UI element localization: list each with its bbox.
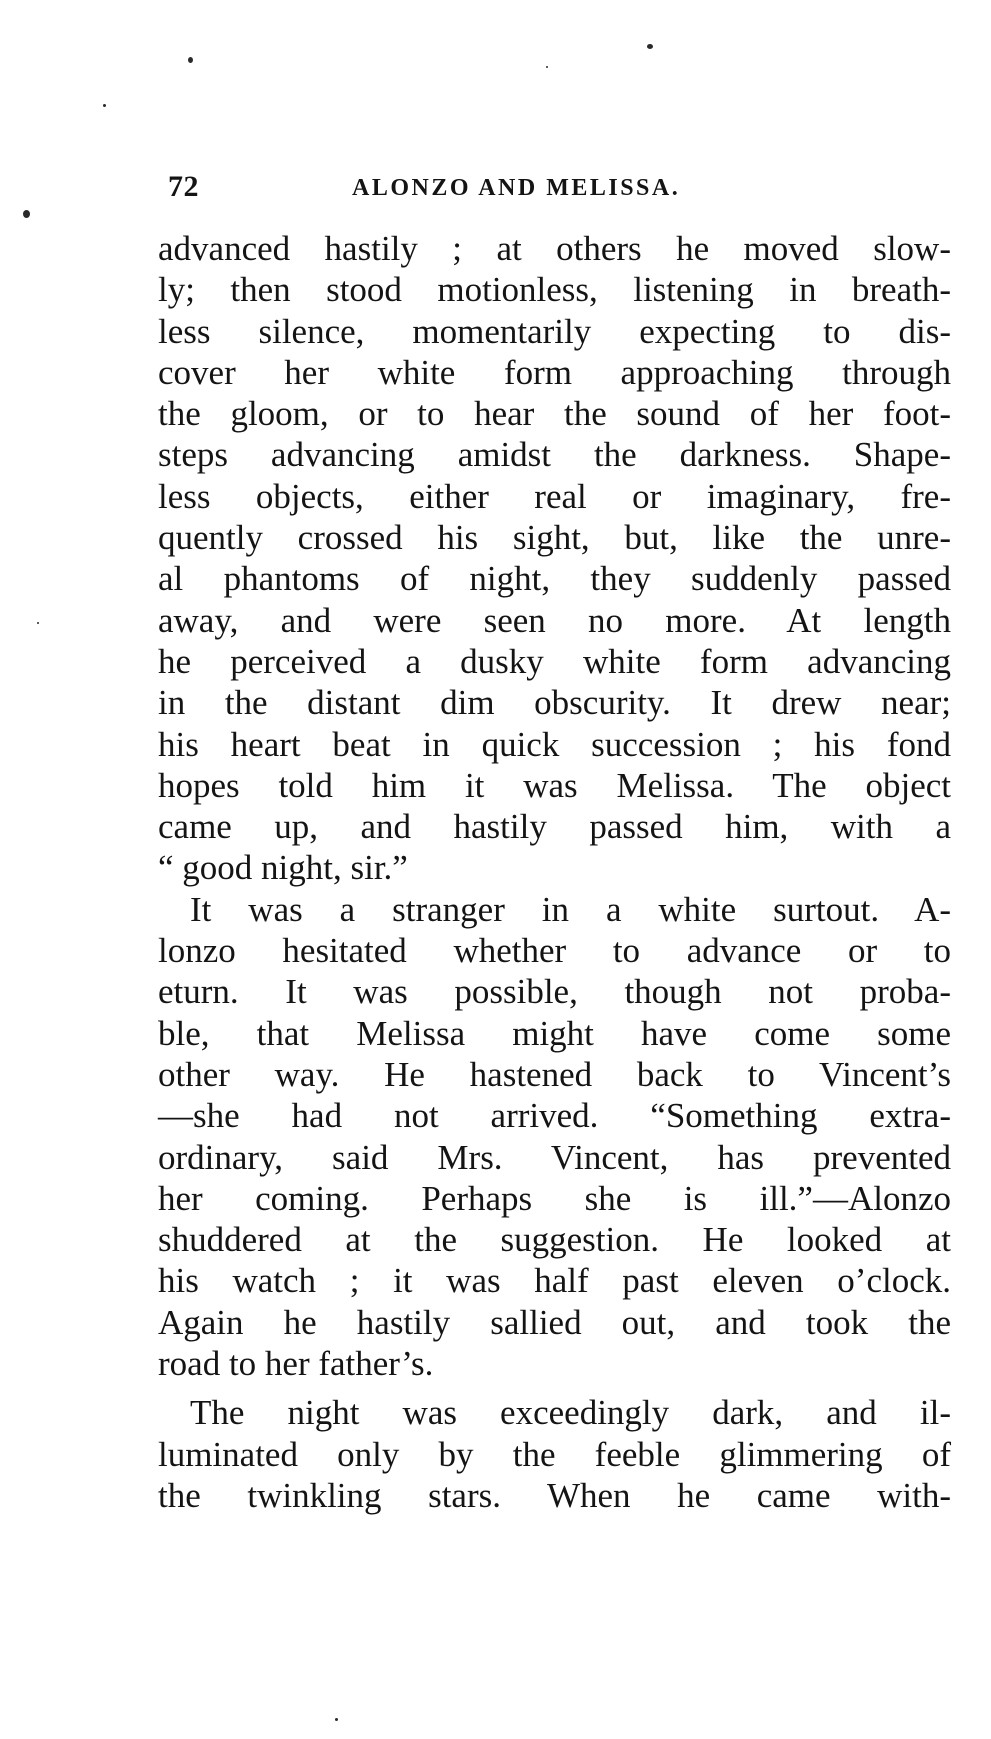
ink-speck [103, 104, 106, 107]
text-line: away, and were seen no more. At length [158, 600, 951, 640]
text-line: her coming. Perhaps she is ill.”—Alonzo [158, 1178, 951, 1218]
ink-speck [37, 622, 39, 624]
text-line: It was a stranger in a white surtout. A- [190, 889, 951, 929]
text-line: his watch ; it was half past eleven o’clock. [158, 1261, 951, 1301]
text-line: less silence, momentarily expecting to dis- [158, 311, 951, 351]
text-line: lonzo hesitated whether to advance or to [158, 931, 951, 971]
body-text [158, 228, 951, 1516]
ink-speck [546, 66, 548, 68]
page-header [168, 170, 940, 212]
text-line: quently crossed his sight, but, like the unre- [158, 518, 951, 558]
text-line: steps advancing amidst the darkness. Shape- [158, 435, 951, 475]
text-line: less objects, either real or imaginary, fre- [158, 476, 951, 516]
text-line: cover her white form approaching through [158, 352, 951, 392]
text-line: —she had not arrived. “Something extra- [158, 1096, 951, 1136]
text-line: Again he hastily sallied out, and took the [158, 1302, 951, 1342]
text-line: the gloom, or to hear the sound of her foot- [158, 394, 951, 434]
text-line: other way. He hastened back to Vincent’s [158, 1054, 951, 1094]
text-line: “ good night, sir.” [158, 848, 408, 888]
text-line: shuddered at the suggestion. He looked at [158, 1220, 951, 1260]
text-line: al phantoms of night, they suddenly passed [158, 559, 951, 599]
running-title: ALONZO AND MELISSA. [352, 175, 681, 201]
text-line: ble, that Melissa might have come some [158, 1013, 951, 1053]
ink-speck [647, 44, 653, 49]
text-line: in the distant dim obscurity. It drew near; [158, 683, 951, 723]
ink-speck [23, 210, 30, 218]
text-line: road to her father’s. [158, 1344, 434, 1384]
text-line: ly; then stood motionless, listening in breath- [158, 270, 951, 310]
ink-speck [188, 57, 193, 63]
ink-speck [335, 1718, 338, 1721]
text-line: ordinary, said Mrs. Vincent, has prevented [158, 1137, 951, 1177]
text-line: his heart beat in quick succession ; his fond [158, 724, 951, 764]
text-line: luminated only by the feeble glimmering of [158, 1434, 951, 1474]
text-line: The night was exceedingly dark, and il- [190, 1393, 951, 1433]
text-line: hopes told him it was Melissa. The object [158, 765, 951, 805]
text-line: advanced hastily ; at others he moved slow- [158, 229, 951, 268]
text-line: the twinkling stars. When he came with- [158, 1475, 951, 1515]
text-line: came up, and hastily passed him, with a [158, 807, 951, 847]
page-number: 72 [168, 170, 199, 203]
text-line: he perceived a dusky white form advancing [158, 641, 951, 681]
text-line: eturn. It was possible, though not proba- [158, 972, 951, 1012]
